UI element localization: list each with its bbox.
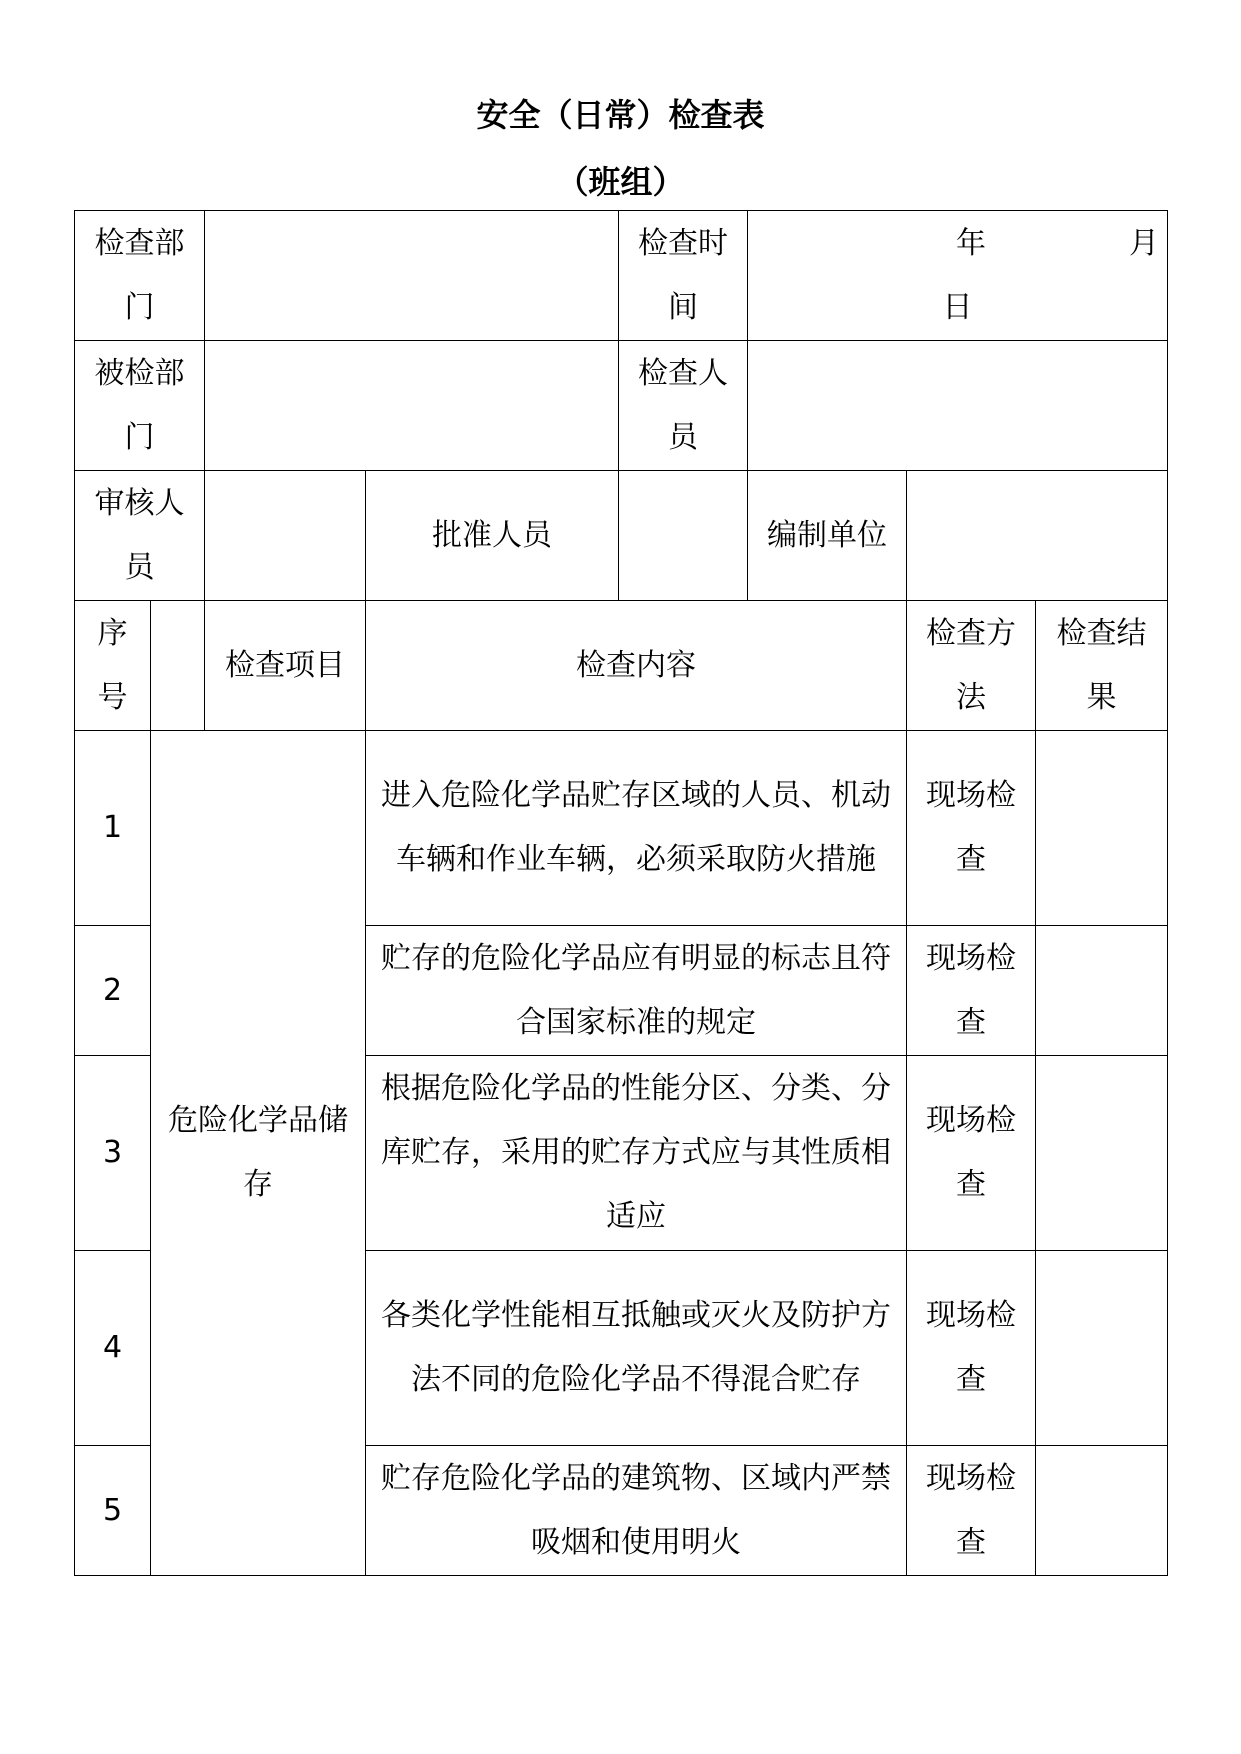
compiler-label: 编制单位 <box>748 471 907 601</box>
row-result[interactable] <box>1036 1056 1168 1251</box>
row-method: 现场检查 <box>907 926 1036 1056</box>
compiler-value[interactable] <box>907 471 1168 601</box>
year-label: 年 <box>956 225 986 261</box>
column-header-item: 检查项目 <box>205 601 366 731</box>
row-result[interactable] <box>1036 731 1168 926</box>
document-title: 安全（日常）检查表 <box>476 96 765 134</box>
row-content: 贮存危险化学品的建筑物、区域内严禁吸烟和使用明火 <box>366 1446 907 1576</box>
inspection-table <box>74 210 1168 1576</box>
row-seq: 4 <box>75 1251 151 1446</box>
row-seq: 5 <box>75 1446 151 1576</box>
inspected-dept-label: 被检部门 <box>75 341 205 471</box>
column-header-content: 检查内容 <box>366 601 907 731</box>
dept-label: 检查部门 <box>75 211 205 341</box>
row-result[interactable] <box>1036 926 1168 1056</box>
row-method: 现场检查 <box>907 731 1036 926</box>
row-seq: 1 <box>75 731 151 926</box>
row-seq: 2 <box>75 926 151 1056</box>
document-subtitle: （班组） <box>556 163 685 201</box>
time-value[interactable] <box>748 211 1168 341</box>
category-cell: 危险化学品储存 <box>151 731 366 1576</box>
row-result[interactable] <box>1036 1446 1168 1576</box>
approver-value[interactable] <box>619 471 748 601</box>
dept-value[interactable] <box>205 211 619 341</box>
inspector-label: 检查人员 <box>619 341 748 471</box>
row-method: 现场检查 <box>907 1251 1036 1446</box>
row-content: 根据危险化学品的性能分区、分类、分库贮存，采用的贮存方式应与其性质相适应 <box>366 1056 907 1251</box>
row-content: 进入危险化学品贮存区域的人员、机动车辆和作业车辆，必须采取防火措施 <box>366 731 907 926</box>
row-method: 现场检查 <box>907 1056 1036 1251</box>
time-label: 检查时间 <box>619 211 748 341</box>
reviewer-label: 审核人员 <box>75 471 205 601</box>
row-method: 现场检查 <box>907 1446 1036 1576</box>
column-header-seq: 序号 <box>75 601 151 731</box>
column-header-result: 检查结果 <box>1036 601 1168 731</box>
column-header-method: 检查方法 <box>907 601 1036 731</box>
day-label: 日 <box>942 289 973 325</box>
row-result[interactable] <box>1036 1251 1168 1446</box>
row-content: 各类化学性能相互抵触或灭火及防护方法不同的危险化学品不得混合贮存 <box>366 1251 907 1446</box>
inspected-dept-value[interactable] <box>205 341 619 471</box>
reviewer-value[interactable] <box>205 471 366 601</box>
month-label: 月 <box>1129 225 1160 261</box>
table-row <box>75 731 1168 926</box>
column-header-blank <box>151 601 205 731</box>
inspector-value[interactable] <box>748 341 1168 471</box>
row-seq: 3 <box>75 1056 151 1251</box>
row-content: 贮存的危险化学品应有明显的标志且符合国家标准的规定 <box>366 926 907 1056</box>
approver-label: 批准人员 <box>366 471 619 601</box>
